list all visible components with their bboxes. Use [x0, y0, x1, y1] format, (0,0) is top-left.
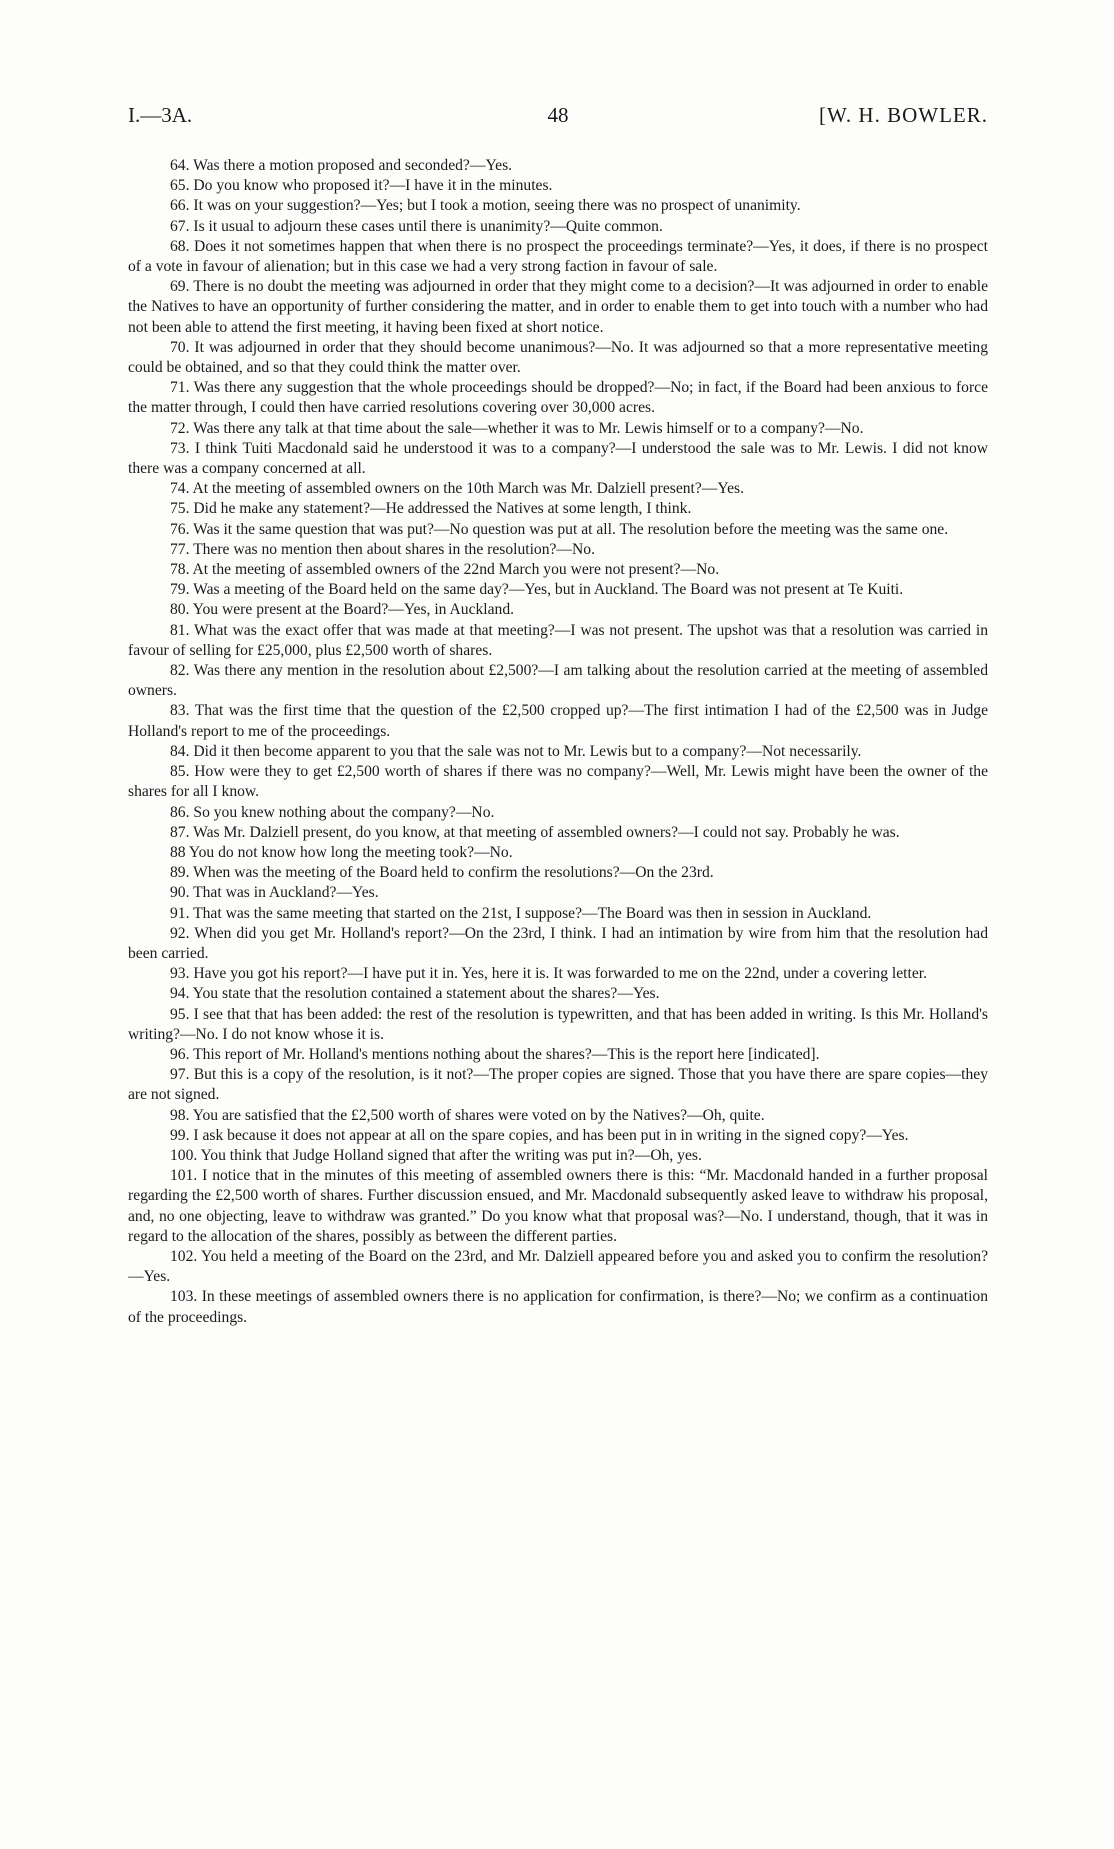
question-92: 92. When did you get Mr. Holland's report?—On the 23rd, I think. I had an intimation by wire from him that the resolution had been carried. — [128, 924, 988, 962]
question-81: 81. What was the exact offer that was made at that meeting?—I was not present. The upshot was that a resolution was carried in favour of selling for £25,000, plus £2,500 worth of shares. — [128, 621, 988, 659]
question-69: 69. There is no doubt the meeting was adjourned in order that they might come to a decision?—It was adjourned in order to enable the Natives to have an opportunity of further considering the matter, and in order to enable them to get into touch with a number who had not been able to attend the first meeting, it having been fixed at short notice. — [128, 278, 988, 336]
question-95: 95. I see that that has been added: the rest of the resolution is typewritten, and that has been added in writing. Is this Mr. Holland's writing?—No. I do not know whose it is. — [128, 1005, 988, 1043]
page-number: 48 — [547, 103, 569, 127]
question-84: 84. Did it then become apparent to you that the sale was not to Mr. Lewis but to a company?—Not necessarily. — [170, 742, 862, 760]
question-87: 87. Was Mr. Dalziell present, do you know, at that meeting of assembled owners?—I could not say. Probably he was. — [170, 823, 900, 841]
question-77: 77. There was no mention then about shares in the resolution?—No. — [170, 540, 595, 558]
question-101: 101. I notice that in the minutes of this meeting of assembled owners there is this: “Mr. Macdonald handed in a further proposal regarding the £2,500 worth of shares. Further discussion ensued, and Mr. Macdonald subsequently asked leave to withdraw his proposal, and, no one objecting, leave to withdraw was granted.” Do you know what that proposal was?—No. I understand, though, that it was in regard to the allocation of the shares, possibly as between the different parties. — [128, 1167, 988, 1245]
page-header — [128, 103, 988, 133]
question-72: 72. Was there any talk at that time about the sale—whether it was to Mr. Lewis himself or to a company?—No. — [170, 419, 864, 437]
question-70: 70. It was adjourned in order that they should become unanimous?—No. It was adjourned so that a more representative meeting could be obtained, and so that they could think the matter over. — [128, 338, 988, 377]
question-91: 91. That was the same meeting that started on the 21st, I suppose?—The Board was then in session in Auckland. — [170, 904, 872, 922]
question-98: 98. You are satisfied that the £2,500 worth of shares were voted on by the Natives?—Oh, quite. — [170, 1106, 765, 1124]
question-96: 96. This report of Mr. Holland's mentions nothing about the shares?—This is the report here [indicated]. — [170, 1045, 820, 1063]
question-83: 83. That was the first time that the question of the £2,500 cropped up?—The first intimation I had of the £2,500 was in Judge Holland's report to me of the proceedings. — [128, 702, 988, 740]
question-75: 75. Did he make any statement?—He addressed the Natives at some length, I think. — [170, 500, 692, 518]
paper-reference: I.—3A. — [128, 103, 193, 127]
question-85: 85. How were they to get £2,500 worth of shares if there was no company?—Well, Mr. Lewis might have been the owner of the shares for all I know. — [128, 763, 988, 801]
question-93: 93. Have you got his report?—I have put it in. Yes, here it is. It was forwarded to me on the 22nd, under a covering letter. — [170, 965, 927, 983]
witness-name: [W. H. BOWLER. — [819, 103, 988, 127]
question-74: 74. At the meeting of assembled owners on the 10th March was Mr. Dalziell present?—Yes. — [170, 480, 744, 498]
transcript-body — [128, 156, 988, 1328]
question-100: 100. You think that Judge Holland signed that after the writing was put in?—Oh, yes. — [170, 1146, 702, 1164]
question-79: 79. Was a meeting of the Board held on the same day?—Yes, but in Auckland. The Board was not present at Te Kuiti. — [170, 581, 904, 599]
question-66: 66. It was on your suggestion?—Yes; but I took a motion, seeing there was no prospect of unanimity. — [170, 197, 801, 215]
question-76: 76. Was it the same question that was put?—No question was put at all. The resolution before the meeting was the same one. — [170, 520, 949, 538]
question-68: 68. Does it not sometimes happen that when there is no prospect the proceedings terminate?—Yes, it does, if there is no prospect of a vote in favour of alienation; but in this case we had a very strong faction in favour of sale. — [128, 237, 988, 276]
question-86: 86. So you knew nothing about the company?—No. — [170, 803, 495, 821]
question-94: 94. You state that the resolution contained a statement about the shares?—Yes. — [170, 985, 660, 1003]
question-97: 97. But this is a copy of the resolution, is it not?—The proper copies are signed. Those that you have there are spare copies—they are not signed. — [128, 1066, 988, 1104]
question-102: 102. You held a meeting of the Board on the 23rd, and Mr. Dalziell appeared before you and asked you to confirm the resolution?—Yes. — [128, 1247, 988, 1286]
question-82: 82. Was there any mention in the resolution about £2,500?—I am talking about the resolution carried at the meeting of assembled owners. — [128, 662, 988, 700]
question-78: 78. At the meeting of assembled owners of the 22nd March you were not present?—No. — [170, 561, 720, 579]
question-71: 71. Was there any suggestion that the whole proceedings should be dropped?—No; in fact, if the Board had been anxious to force the matter through, I could then have carried resolutions covering over 30,000 acres. — [128, 379, 988, 417]
question-80: 80. You were present at the Board?—Yes, in Auckland. — [170, 601, 515, 619]
question-90: 90. That was in Auckland?—Yes. — [170, 884, 379, 902]
question-103: 103. In these meetings of assembled owners there is no application for confirmation, is there?—No; we confirm as a continuation of the proceedings. — [128, 1288, 988, 1326]
question-67: 67. Is it usual to adjourn these cases until there is unanimity?—Quite common. — [170, 217, 663, 235]
question-65: 65. Do you know who proposed it?—I have it in the minutes. — [170, 177, 553, 195]
question-99: 99. I ask because it does not appear at all on the spare copies, and has been put in in writing in the signed copy?—Yes. — [170, 1126, 909, 1144]
question-88: 88 You do not know how long the meeting took?—No. — [170, 843, 513, 861]
question-64: 64. Was there a motion proposed and seconded?—Yes. — [170, 157, 513, 174]
question-73: 73. I think Tuiti Macdonald said he understood it was to a company?—I understood the sale was to Mr. Lewis. I did not know there was a company concerned at all. — [128, 439, 988, 478]
question-89: 89. When was the meeting of the Board held to confirm the resolutions?—On the 23rd. — [170, 864, 714, 882]
